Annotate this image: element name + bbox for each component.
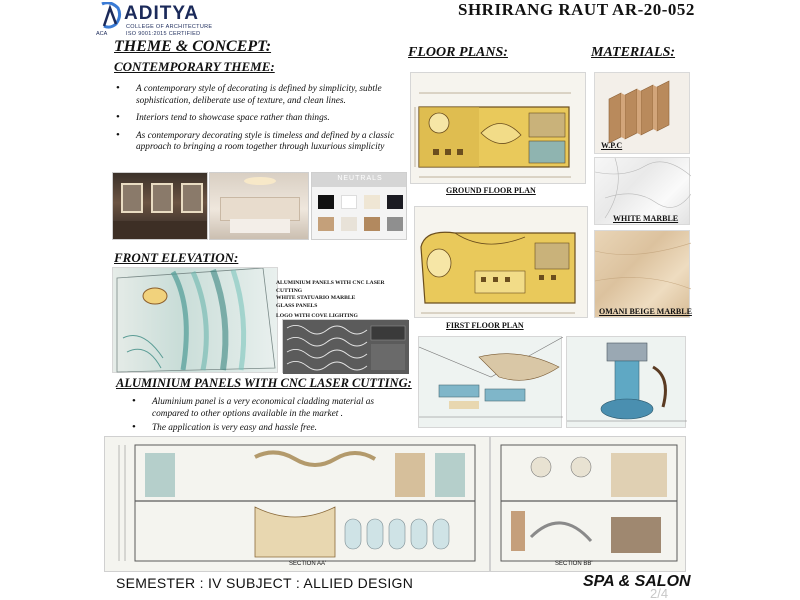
elevation-label: WHITE STATUARIO MARBLE: [276, 295, 356, 302]
elevation-drawing: [113, 268, 279, 374]
college-logo: [96, 2, 216, 42]
aluminium-bullet-list: [130, 397, 410, 441]
swatch-grey: [387, 217, 403, 231]
elevation-heading: FRONT ELEVATION:: [114, 250, 239, 265]
first-floor-plan-drawing: [414, 206, 588, 318]
section-bb-caption: SECTION BB': [555, 561, 593, 567]
page-number: 2/4: [650, 586, 669, 600]
first-floor-caption: FIRST FLOOR PLAN: [446, 321, 524, 330]
logo-name: ADITYA: [124, 3, 199, 24]
perspective-1-svg: [419, 337, 563, 429]
swatch-cream: [364, 195, 380, 209]
cnc-panel-image: [282, 319, 408, 373]
ground-floor-caption: GROUND FLOOR PLAN: [446, 186, 536, 195]
front-elevation-sketch: [112, 267, 278, 373]
swatch-stone: [341, 217, 357, 231]
floor-plans-heading: FLOOR PLANS:: [408, 45, 508, 60]
theme-subheading: CONTEMPORARY THEME:: [114, 59, 275, 74]
aluminium-bullet: • The application is very easy and hassle free.: [130, 423, 410, 435]
first-plan-svg: [415, 207, 589, 319]
elevation-label: ALUMINIUM PANELS WITH CNC LASER CUTTING: [276, 280, 385, 294]
salon-interior-image-1: [112, 172, 208, 240]
section-aa-drawing: [104, 436, 490, 572]
section-aa-svg: [105, 437, 491, 573]
salon-interior-image-2: [209, 172, 309, 240]
section-bb-svg: [491, 437, 687, 573]
swatch-black: [318, 195, 334, 209]
theme-bullet: • As contemporary decorating style is timeless and defined by a classic approach to bringing a room together through luxurious simplicity: [114, 131, 406, 154]
elevation-label: GLASS PANELS: [276, 302, 318, 309]
interior-perspective-sketch-2: [566, 336, 686, 428]
logo-tag: ACA: [96, 31, 108, 37]
aluminium-bullet: • Aluminium panel is a very economical cladding material as compared to other options available in the market .: [130, 397, 410, 420]
material-wpc-sample: [594, 72, 690, 154]
theme-bullet-list: [114, 84, 406, 160]
palette-title: NEUTRALS: [337, 175, 383, 182]
swatch-wood: [364, 217, 380, 231]
materials-heading: MATERIALS:: [591, 45, 676, 60]
logo-certification: ISO 9001:2015 CERTIFIED: [126, 31, 201, 37]
logo-a-icon: [96, 2, 124, 32]
material-caption: WHITE MARBLE: [613, 214, 679, 223]
section-bb-drawing: [490, 436, 686, 572]
student-id: SHRIRANG RAUT AR-20-052: [458, 0, 695, 19]
swatch-tan: [318, 217, 334, 231]
elevation-label: LOGO WITH COVE LIGHTING: [276, 313, 358, 320]
theme-bullet: • A contemporary style of decorating is defined by simplicity, subtle sophistication, deliberate use of texture, and clean lines.: [114, 84, 406, 107]
elevation-labels: [276, 280, 412, 321]
project-title: SPA & SALON: [583, 573, 691, 590]
neutrals-palette: [311, 172, 407, 240]
perspective-2-svg: [567, 337, 687, 429]
material-caption: OMANI BEIGE MARBLE: [599, 307, 692, 316]
material-white-marble-sample: [594, 157, 690, 225]
swatch-white: [341, 195, 357, 209]
theme-bullet: • Interiors tend to showcase space rather than things.: [114, 113, 406, 125]
cnc-pattern: [283, 320, 409, 374]
theme-heading: THEME & CONCEPT:: [114, 38, 272, 55]
semester-subject: SEMESTER : IV SUBJECT : ALLIED DESIGN: [116, 575, 414, 591]
logo-subtitle: COLLEGE OF ARCHITECTURE: [126, 24, 213, 30]
aluminium-heading: ALUMINIUM PANELS WITH CNC LASER CUTTING:: [116, 376, 412, 390]
material-omani-beige-marble-sample: [594, 230, 690, 318]
beige-marble-veins: [595, 231, 691, 319]
swatch-charcoal: [387, 195, 403, 209]
ground-floor-plan-drawing: [410, 72, 586, 184]
section-aa-caption: SECTION AA': [289, 561, 327, 567]
ground-plan-svg: [411, 73, 587, 185]
material-caption: W.P.C: [601, 141, 623, 150]
interior-perspective-sketch-1: [418, 336, 562, 428]
